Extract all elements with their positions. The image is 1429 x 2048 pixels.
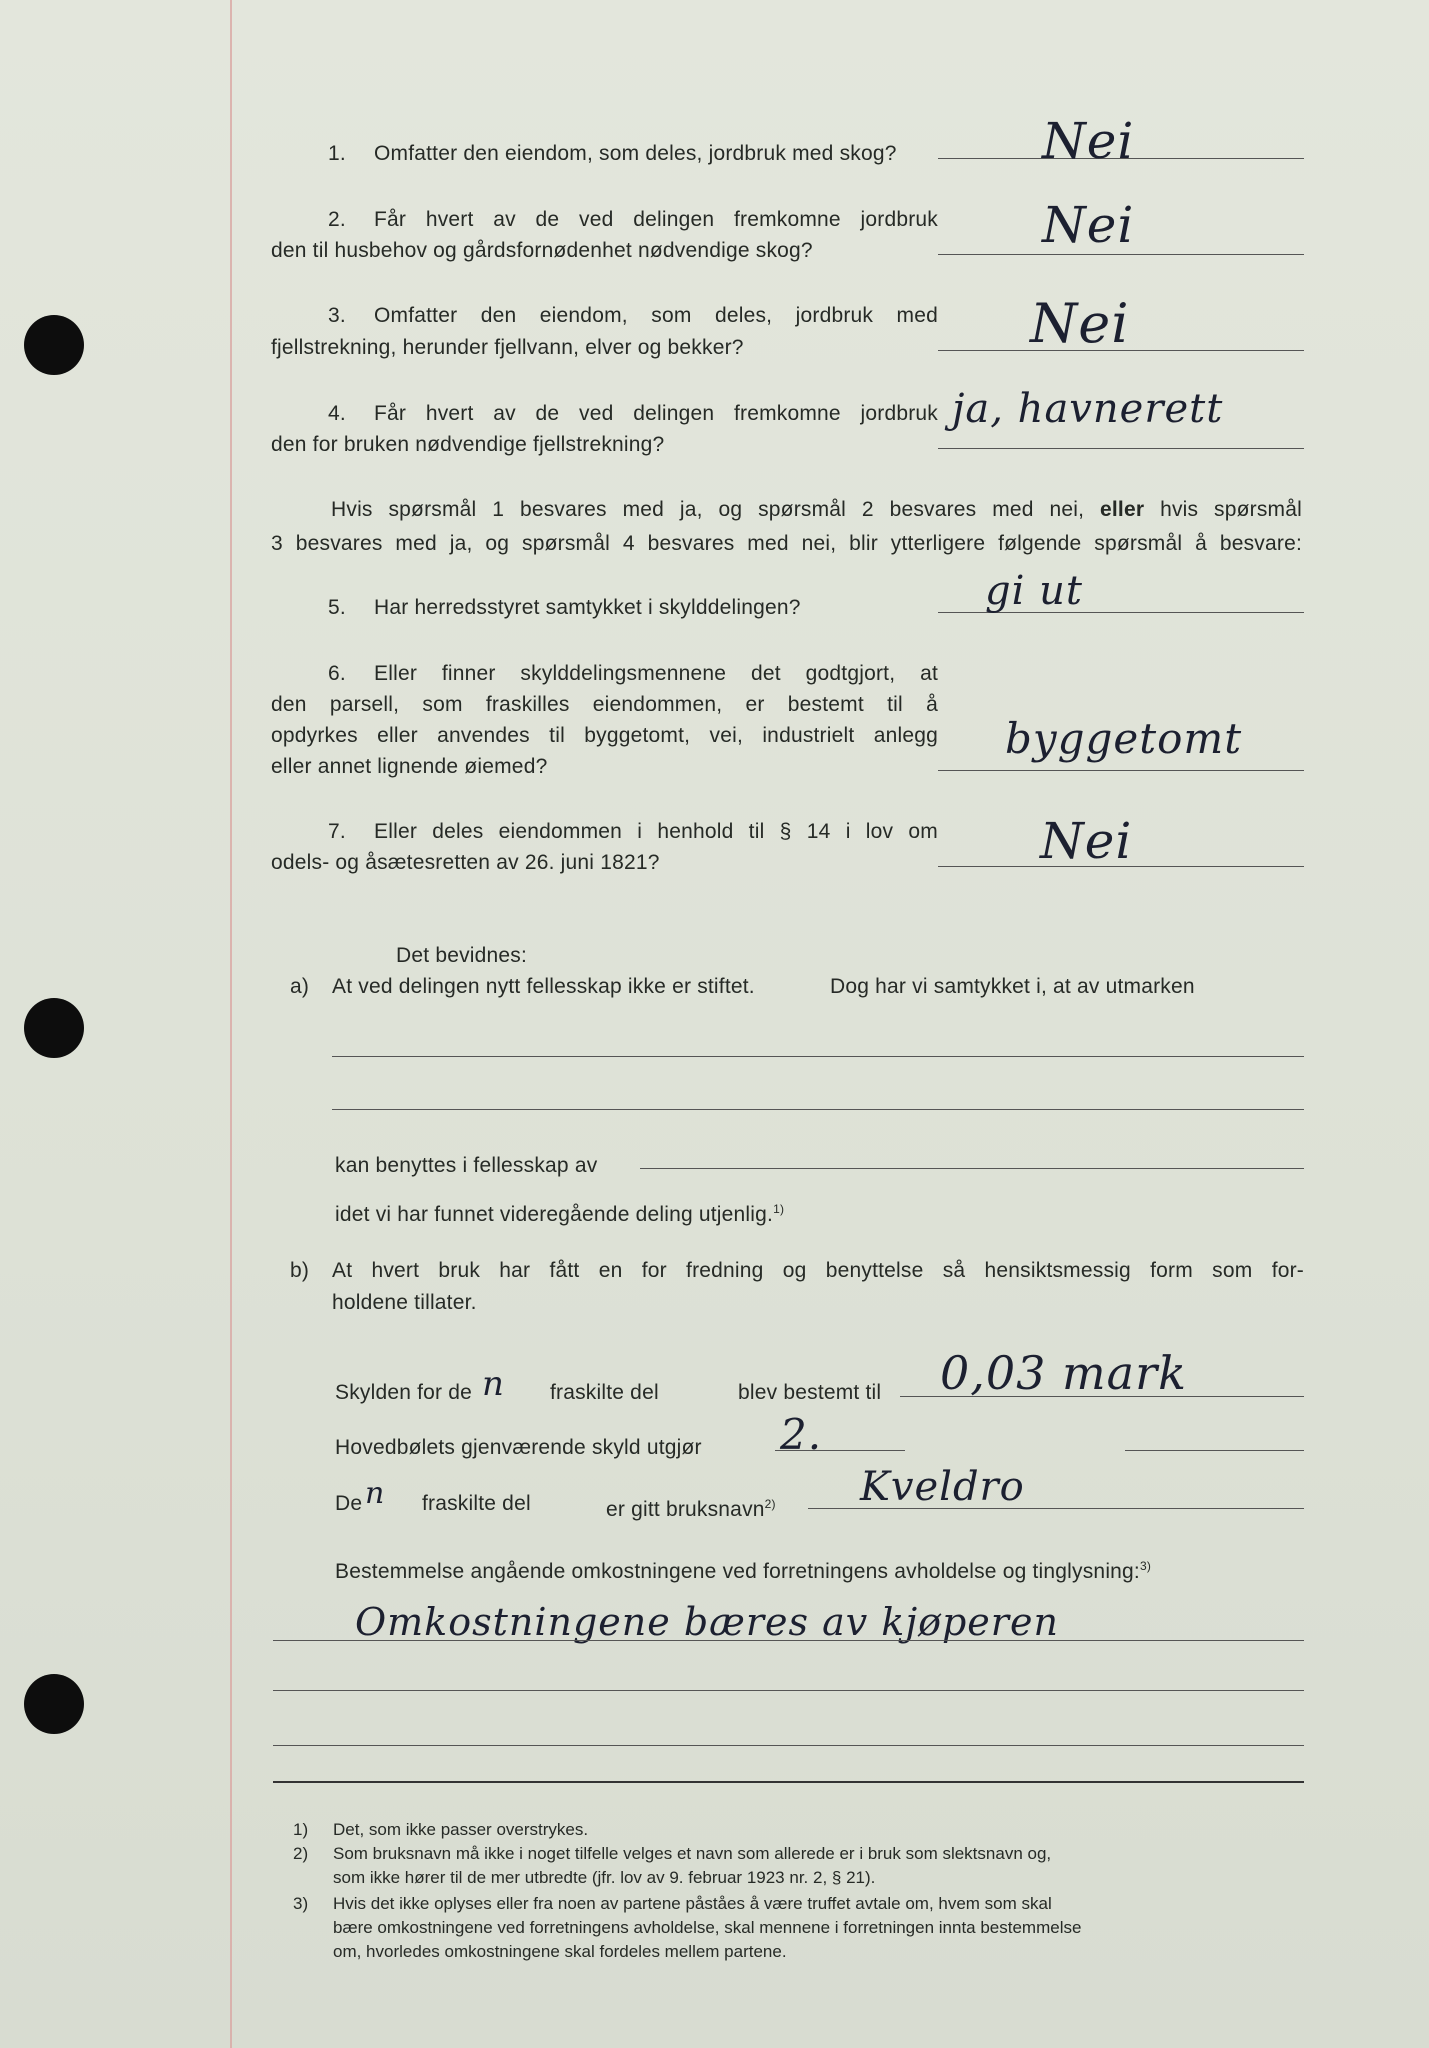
bruksnavn-value: Kveldro <box>860 1464 1025 1510</box>
condition-line-1b: hvis spørsmål <box>1160 498 1302 521</box>
attest-a-text-2: Dog har vi samtykket i, at av utmarken <box>830 975 1195 998</box>
answer-line-6 <box>938 770 1304 771</box>
footnote-1-line-1: Det, som ikke passer overstrykes. <box>333 1820 589 1839</box>
answer-3: Nei <box>1030 292 1130 355</box>
den-hand-suffix: n <box>365 1476 386 1511</box>
den-prefix: De <box>335 1492 363 1515</box>
question-1-text: Omfatter den eiendom, som deles, jordbruk med skog? <box>374 142 897 165</box>
condition-emphasis: eller <box>1100 498 1145 521</box>
question-7-line-1: Eller deles eiendommen i henhold til § 14 i lov om <box>374 820 938 843</box>
answer-line-2 <box>938 254 1304 255</box>
question-2-line-1: Får hvert av de ved delingen fremkomne jordbruk <box>374 208 938 231</box>
punch-hole-top <box>24 315 84 375</box>
question-3-line-2: fjellstrekning, herunder fjellvann, elver og bekker? <box>271 336 744 359</box>
question-4-line-2: den for bruken nødvendige fjellstrekning? <box>271 433 665 456</box>
utmark-line-2 <box>332 1109 1304 1110</box>
utmark-line-1 <box>332 1056 1304 1057</box>
skyld-suffix: blev bestemt til <box>738 1381 882 1404</box>
question-4-number: 4. <box>328 402 346 425</box>
question-2-line-2: den til husbehov og gårdsfornødenhet nødvendige skog? <box>271 239 813 262</box>
condition-line-2: 3 besvares med ja, og spørsmål 4 besvares med nei, blir ytterligere følgende spørsmål å besvare: <box>271 532 1302 555</box>
answer-6: byggetomt <box>1005 714 1243 763</box>
costs-label <box>335 1550 1151 1588</box>
question-6-line-3: opdyrkes eller anvendes til byggetomt, vei, industrielt anlegg <box>271 724 938 747</box>
attest-b-line-2: holdene tillater. <box>332 1291 477 1314</box>
question-1-number: 1. <box>328 142 346 165</box>
answer-2: Nei <box>1042 196 1135 254</box>
answer-4: ja, havnerett <box>952 386 1224 432</box>
punch-hole-bottom <box>24 1674 84 1734</box>
costs-line-3 <box>273 1745 1304 1746</box>
question-6-number: 6. <box>328 662 346 685</box>
footnote-2-mark: 2) <box>293 1844 309 1863</box>
footnote-3-mark: 3) <box>293 1894 309 1913</box>
hoved-label: Hovedbølets gjenværende skyld utgjør <box>335 1436 702 1459</box>
attest-a-label: a) <box>290 975 310 998</box>
hoved-line-b <box>1125 1450 1304 1451</box>
attest-a-text: At ved delingen nytt fellesskap ikke er stiftet. <box>332 975 755 998</box>
question-3-number: 3. <box>328 304 346 327</box>
question-4-line-1: Får hvert av de ved delingen fremkomne jordbruk <box>374 402 938 425</box>
question-7-number: 7. <box>328 820 346 843</box>
costs-label-text: Bestemmelse angående omkostningene ved forretningens avholdelse og tinglysning: <box>335 1560 1140 1583</box>
footnote-1-mark: 1) <box>293 1820 309 1839</box>
den-suffix <box>606 1488 776 1526</box>
den-suffix-text: er gitt bruksnavn <box>606 1498 765 1521</box>
question-6-line-1: Eller finner skylddelingsmennene det godtgjort, at <box>374 662 938 685</box>
found-text <box>335 1193 784 1231</box>
footnote-3-line-3: om, hvorledes omkostningene skal fordeles mellem partene. <box>333 1942 787 1961</box>
closing-rule <box>273 1781 1304 1783</box>
answer-1: Nei <box>1042 112 1135 170</box>
attest-heading: Det bevidnes: <box>396 944 528 967</box>
costs-line-1 <box>273 1640 1304 1641</box>
question-6-line-4: eller annet lignende øiemed? <box>271 755 548 778</box>
skyld-value: 0,03 mark <box>940 1346 1187 1400</box>
footnote-ref-1: 1) <box>773 1202 785 1216</box>
question-5-number: 5. <box>328 596 346 619</box>
punch-hole-middle <box>24 998 84 1058</box>
condition-line-1a: Hvis spørsmål 1 besvares med ja, og spørsmål 2 besvares med nei, <box>331 498 1085 521</box>
skyld-mid: fraskilte del <box>550 1381 659 1404</box>
shared-label: kan benyttes i fellesskap av <box>335 1154 598 1177</box>
costs-value: Omkostningene bæres av kjøperen <box>355 1600 1059 1644</box>
question-7-line-2: odels- og åsætesretten av 26. juni 1821? <box>271 851 660 874</box>
footnote-ref-2: 2) <box>764 1497 776 1511</box>
attest-b-label: b) <box>290 1259 310 1282</box>
skyld-hand-suffix: n <box>482 1364 505 1404</box>
footnote-3-line-2: bære omkostningene ved forretningens avholdelse, skal mennene i forretningen innta bestemmelse <box>333 1918 1082 1937</box>
den-mid <box>422 1488 531 1520</box>
question-3-line-1: Omfatter den eiendom, som deles, jordbruk med <box>374 304 938 327</box>
question-2-number: 2. <box>328 208 346 231</box>
skyld-prefix: Skylden for de <box>335 1381 473 1404</box>
answer-line-4 <box>938 448 1304 449</box>
footnote-3-line-1: Hvis det ikke oplyses eller fra noen av partene påståes å være truffet avtale om, hvem som skal <box>333 1894 1052 1913</box>
question-5-text: Har herredsstyret samtykket i skylddelingen? <box>374 596 801 619</box>
found-text-body: idet vi har funnet videregående deling utjenlig. <box>335 1203 774 1226</box>
attest-b-line-1: At hvert bruk har fått en for fredning og benyttelse så hensiktsmessig form som for- <box>332 1259 1304 1282</box>
answer-5: gi ut <box>985 568 1083 614</box>
footnote-ref-3: 3) <box>1139 1559 1152 1573</box>
condition-line-1 <box>331 494 1302 526</box>
question-6-line-2: den parsell, som fraskilles eiendommen, er bestemt til å <box>271 693 938 716</box>
answer-7: Nei <box>1040 812 1133 870</box>
footnote-2-line-2: som ikke hører til de mer utbredte (jfr. lov av 9. februar 1923 nr. 2, § 21). <box>333 1868 876 1887</box>
footnote-2-line-1: Som bruksnavn må ikke i noget tilfelle velges et navn som allerede er i bruk som slektsnavn og, <box>333 1844 1052 1863</box>
hoved-value: 2. <box>780 1410 823 1459</box>
costs-line-2 <box>273 1690 1304 1691</box>
den-mid-text: fraskilte del <box>422 1492 531 1515</box>
shared-line <box>640 1168 1304 1169</box>
margin-line <box>230 0 232 2048</box>
